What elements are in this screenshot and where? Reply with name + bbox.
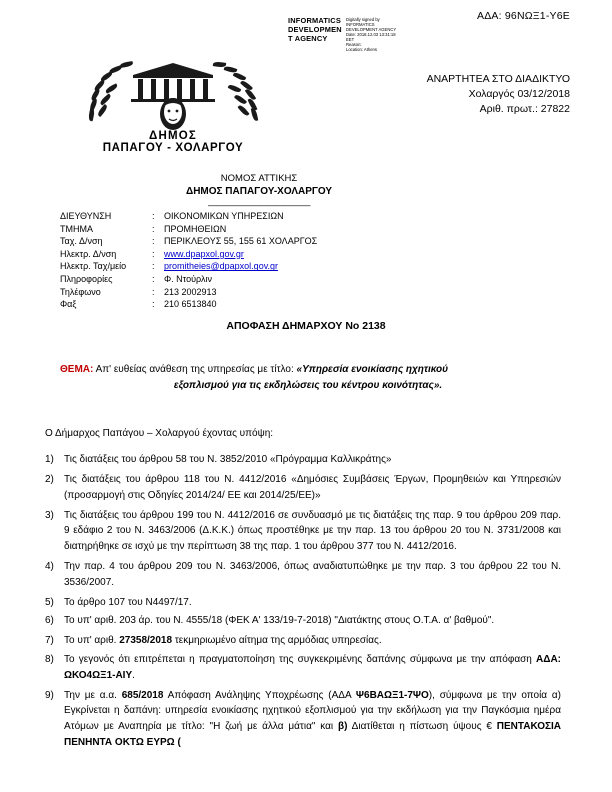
contact-value: 213 2002913 [164,286,217,297]
list-item-number: 6) [45,615,54,627]
signature-detail-3: DEVELOPMENT AGENCY [346,27,397,32]
contact-key: Ηλεκτρ. Ταχ/μείο [60,261,127,272]
signature-line-3: T AGENCY [288,34,328,43]
contact-row [60,235,317,248]
contact-row [60,248,317,261]
list-item [45,688,561,750]
list-item-number: 1) [45,454,54,465]
signature-detail-2: INFORMATICS [346,22,375,27]
list-item-text: Την παρ. 4 του άρθρου 209 του Ν. 3463/2006, όπως αναδιατυπώθηκε με την παρ. 3 του άρθρου 22 του Ν. 3536/2007. [64,561,561,588]
contact-separator: : [152,286,155,297]
list-item [45,613,561,629]
intro-paragraph: Ο Δήμαρχος Παπάγου – Χολαργού έχοντας υπόψη: [45,428,274,439]
contact-separator: : [152,299,155,310]
contact-key: Τηλέφωνο [60,286,101,297]
contact-separator: : [152,223,155,234]
list-item-text: Το υπ' αριθ. 203 άρ. του Ν. 4555/18 (ΦΕΚ Α' 133/19-7-2018) "Διατάκτης στους Ο.Τ.Α. α' βαθμού". [64,615,495,627]
list-item-text: Το γεγονός ότι επιτρέπεται η πραγματοποίηση της συγκεκριμένης δαπάνης σύμφωνα με την απόφαση ΑΔΑ: ΩΚΟ4ΩΞ1-ΑΙΥ. [64,654,561,681]
list-item-number: 7) [45,635,54,647]
list-item-number: 8) [45,654,54,666]
list-item [45,452,561,468]
heading-divider: ———————————— [208,200,311,210]
subject-quoted-part-1: «Υπηρεσία ενοικίασης ηχητικού [296,364,449,375]
list-item-number: 2) [45,474,54,486]
contact-details [60,210,317,311]
subject-text: Απ' ευθείας ανάθεση της υπηρεσίας με τίτλο: [93,364,297,375]
signature-line-1: INFORMATICS [288,16,341,25]
contact-row [60,260,317,273]
publication-line-2: Χολαργός 03/12/2018 [468,88,570,100]
list-item-text: Τις διατάξεις του άρθρου 58 του Ν. 3852/2010 «Πρόγραμμα Καλλικράτης» [64,454,392,465]
emblem-municipality-line-2: ΠΑΠΑΓΟΥ - ΧΟΛΑΡΓΟΥ [102,142,244,154]
contact-separator: : [152,236,155,247]
subject-quoted-part-2: εξοπλισμού για τις εκδηλώσεις του κέντρου κοινότητας». [173,380,443,391]
contact-row [60,210,317,223]
emblem-municipality-line-1: ΔΗΜΟΣ [149,130,197,142]
contact-separator: : [152,261,155,272]
prefecture-label: ΝΟΜΟΣ ΑΤΤΙΚΗΣ [220,173,298,184]
list-item [45,508,561,555]
signature-detail-6: Reason: [346,42,362,47]
contact-value: ΟΙΚΟΝΟΜΙΚΩΝ ΥΠΗΡΕΣΙΩΝ [164,211,284,221]
contact-row [60,273,317,286]
contact-key: Φαξ [60,299,77,310]
list-item-number: 9) [45,689,54,701]
list-item-text: Τις διατάξεις του άρθρου 199 του Ν. 4412/2016 σε συνδυασμό με τις διατάξεις της παρ. 9 του άρθρου 209 παρ. 9 εδάφιο 2 του Ν. 3463/2006 (Δ.Κ.Κ.) όπως προστέθηκε με την παρ. 13 του άρθρου 20 του Ν. 3731/2008 και διατηρήθηκε σε ισχύ με την περίπτωση 38 της παρ. 1 του άρθρου 377 του Ν. 4412/2016. [64,509,561,552]
contact-key: Ηλεκτρ. Δ/νση [60,248,117,259]
email-link[interactable]: promitheies@dpapxol.gov.gr [164,261,279,272]
contact-value: 210 6513840 [164,299,217,310]
contact-row [60,286,317,299]
authority-heading [186,172,332,212]
list-item-text: Το άρθρο 107 του Ν4497/17. [64,596,192,608]
contact-key: ΤΜΗΜΑ [60,223,93,234]
subject-label: ΘΕΜΑ: [60,364,94,375]
digital-signature-stamp [288,16,396,52]
list-item-number: 5) [45,596,54,608]
contact-separator: : [152,211,155,221]
publication-line-3: Αριθ. πρωτ.: 27822 [479,103,570,115]
municipality-emblem [78,56,268,154]
signature-detail-4: Date: 2018.12.03 13:31:18 [346,32,396,37]
contact-key: Πληροφορίες [60,273,113,284]
list-item [45,652,561,683]
document-title: ΑΠΟΦΑΣΗ ΔΗΜΑΡΧΟΥ Νο 2138 [226,320,386,332]
list-item [45,472,561,503]
signature-detail-1: Digitally signed by [346,17,380,22]
ada-number: ΑΔΑ: 96ΝΩΞ1-Υ6Ε [477,10,570,22]
list-item [45,595,561,611]
contact-separator: : [152,248,155,259]
signature-line-2: DEVELOPMEN [288,25,342,34]
signature-detail-7: Location: Athens [346,47,377,52]
contact-key: ΔΙΕΥΘΥΝΣΗ [60,211,112,221]
contact-key: Ταχ. Δ/νση [60,236,103,247]
list-item-text: Την με α.α. 685/2018 Απόφαση Ανάληψης Υποχρέωσης (ΑΔΑ Ψ6ΒΑΩΞ1-7ΨΟ), σύμφωνα με την οποία α) Εγκρίνεται η δαπάνη: υπηρεσία ενοικίασης ηχητικού εξοπλισμού για την εκδήλωση για την Παγκόσμια ημέρα Ατόμων με Αναπηρία με τίτλο: "Η ζωή με άλλα μάτια" και β) Διατίθεται η πίστωση ύψους € ΠΕΝΤΑΚΟΣΙΑ ΠΕΝΗΝΤΑ ΟΚΤΩ ΕΥΡΩ ( [64,689,561,748]
list-item [45,633,561,649]
list-item-number: 4) [45,561,54,573]
subject-block [60,362,556,394]
signature-detail-5: EET [346,37,355,42]
contact-value: Φ. Ντούρλιν [164,273,212,284]
contact-row [60,223,317,236]
publication-line-1: ΑΝΑΡΤΗΤΕΑ ΣΤΟ ΔΙΑΔΙΚΤΥΟ [426,73,570,85]
list-item-number: 3) [45,509,54,521]
list-item-text: Τις διατάξεις του άρθρου 118 του Ν. 4412/2016 «Δημόσιες Συμβάσεις Έργων, Προμηθειών και Υπηρεσιών (προσαρμογή στις Οδηγίες 2014/24/ ΕΕ και 2014/25/ΕΕ)» [64,474,561,501]
website-link[interactable]: www.dpapxol.gov.gr [164,248,244,259]
considerations-list [45,452,561,755]
contact-separator: : [152,273,155,284]
contact-value: ΠΡΟΜΗΘΕΙΩΝ [164,223,227,234]
contact-value: ΠΕΡΙΚΛΕΟΥΣ 55, 155 61 ΧΟΛΑΡΓΟΣ [164,236,318,247]
list-item-text: Το υπ' αριθ. 27358/2018 τεκμηριωμένο αίτημα της αρμόδιας υπηρεσίας. [64,635,382,647]
contact-row [60,298,317,311]
laurel-wreath-icon [83,56,263,134]
athena-head-icon [146,92,200,132]
list-item [45,559,561,590]
municipality-label: ΔΗΜΟΣ ΠΑΠΑΓΟΥ-ΧΟΛΑΡΓΟΥ [186,186,333,197]
publication-info [427,72,570,117]
